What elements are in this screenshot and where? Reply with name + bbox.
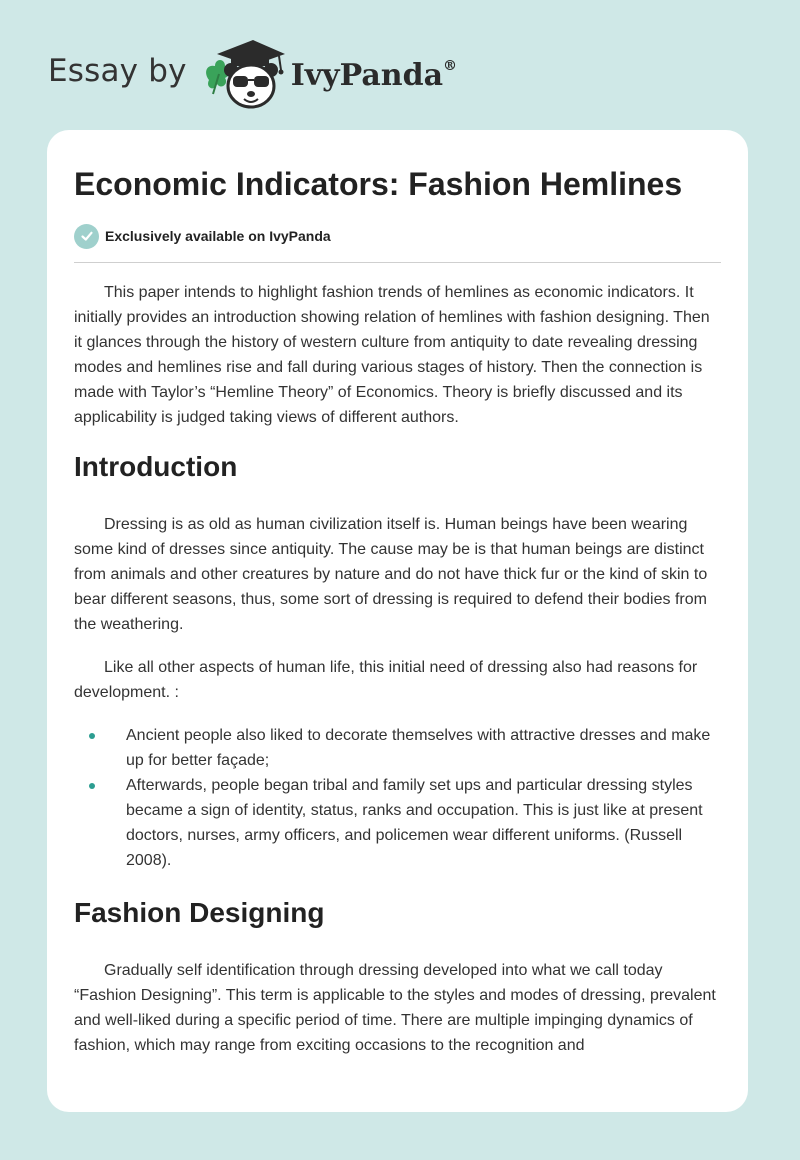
section-heading-fashion-designing: Fashion Designing: [74, 897, 325, 928]
section-heading-introduction: Introduction: [74, 451, 238, 482]
exclusive-text: Exclusively available on IvyPanda: [105, 228, 331, 244]
divider: [74, 262, 721, 263]
site-header: [48, 36, 457, 112]
registered-mark: ®: [443, 57, 458, 74]
page-title: Economic Indicators: Fashion Hemlines: [74, 166, 683, 202]
paragraph: Like all other aspects of human life, this initial need of dressing also had reasons for development. :: [74, 659, 698, 701]
list-item-text: Afterwards, people began tribal and family set ups and particular dressing styles became a sign of identity, status, ranks and occupation. This is just like at present doctors, nurses, army officers, and policemen wear different uniforms. (Russell 2008).: [126, 777, 703, 869]
bullet-list: [74, 723, 721, 873]
paragraph: Dressing is as old as human civilization itself is. Human beings have been wearing some kind of dresses since antiquity. The cause may be is that human beings are distinct from animals and other creatures by nature and do not have thick fur or the kind of skin to bear different seasons, thus, some sort of dressing is required to defend their bodies from the weathering.: [74, 516, 708, 633]
bullet-icon: [89, 783, 95, 789]
abstract-paragraph: This paper intends to highlight fashion trends of hemlines as economic indicators. It initially provides an introduction showing relation of hemlines with fashion designing. Then it glances through the history of western culture from antiquity to date revealing dressing modes and hemlines rise and fall during various stages of history. Then the connection is made with Taylor’s “Hemline Theory” of Economics. Theory is briefly discussed and its applicability is judged taking views of different authors.: [74, 284, 710, 426]
brand-name-text: IvyPanda: [290, 57, 444, 93]
exclusive-badge: [74, 222, 721, 250]
essay-by-label: Essay by: [48, 53, 187, 89]
article-card: [47, 130, 748, 1112]
bullet-icon: [89, 733, 95, 739]
ivypanda-logo-icon[interactable]: [201, 36, 287, 112]
check-icon: [74, 224, 99, 249]
list-item-text: Ancient people also liked to decorate themselves with attractive dresses and make up for better façade;: [126, 727, 711, 769]
list-item: [74, 723, 721, 773]
list-item: [74, 773, 721, 873]
brand-name[interactable]: [291, 58, 457, 93]
paragraph: Gradually self identification through dressing developed into what we call today “Fashion Designing”. This term is applicable to the styles and modes of dressing, prevalent and well-liked during a specific period of time. There are multiple impinging dynamics of fashion, which may range from exciting occasions to the recognition and: [74, 962, 716, 1054]
